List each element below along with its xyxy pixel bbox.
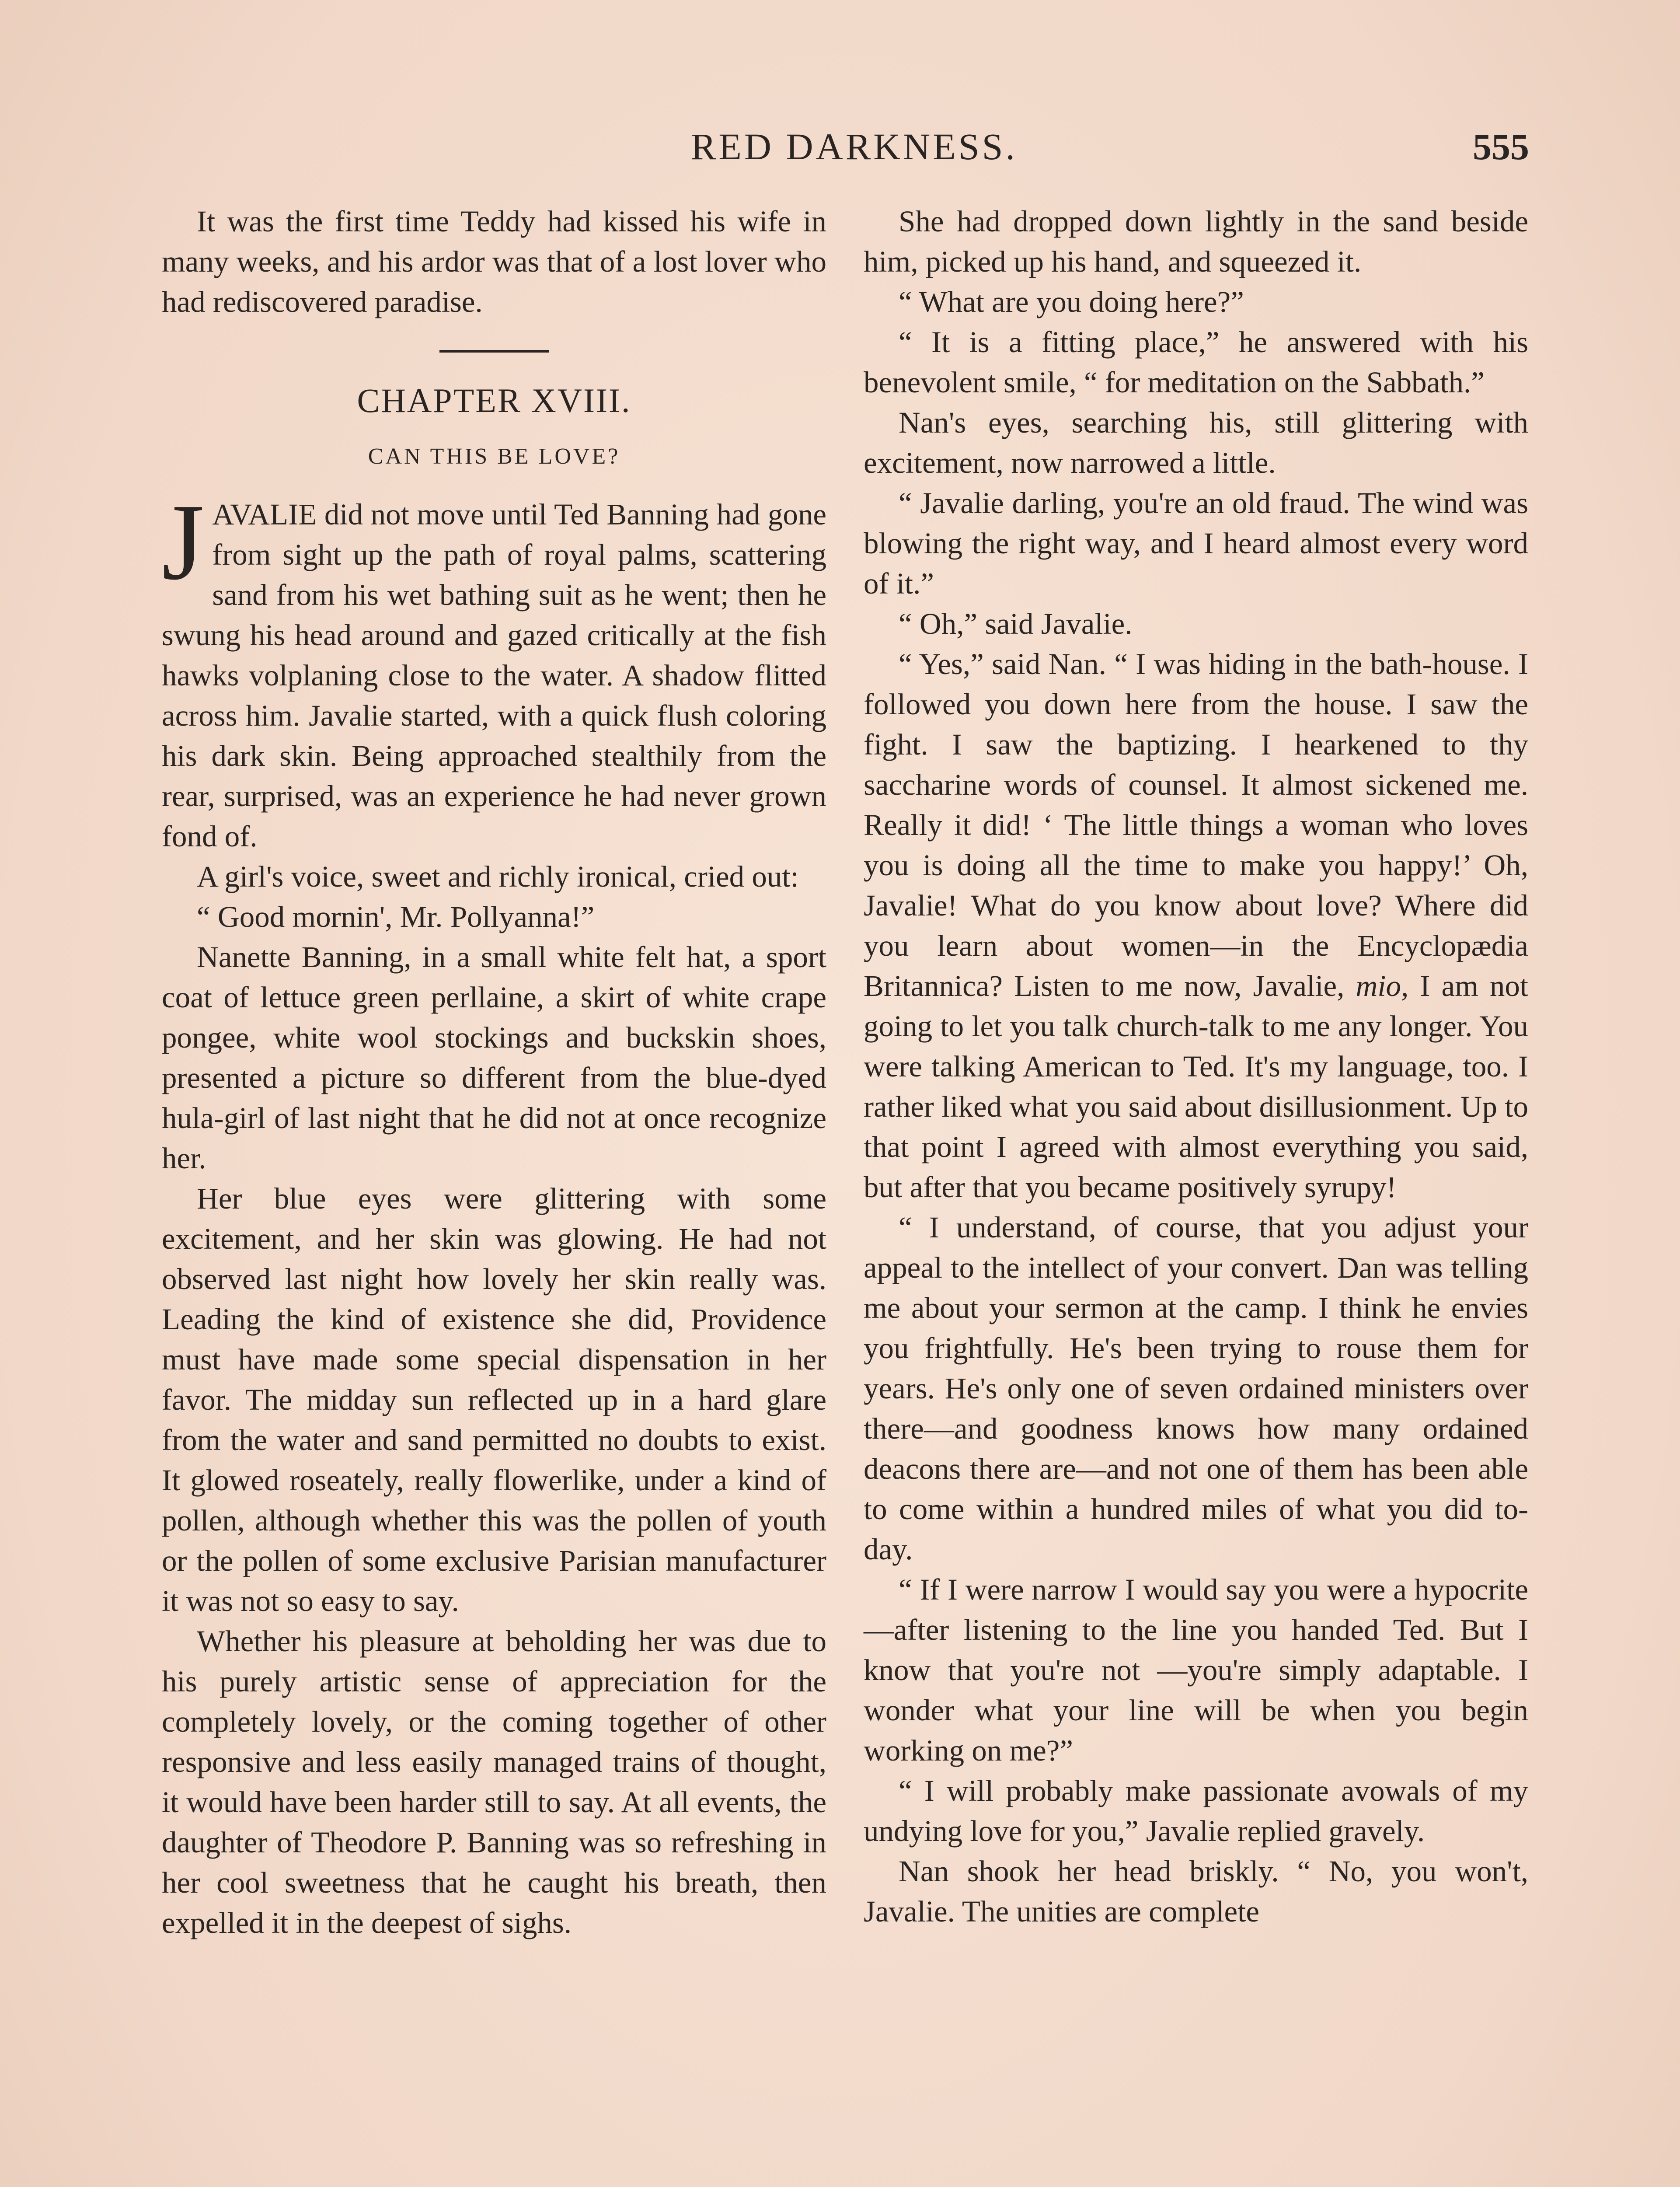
paragraph: A girl's voice, sweet and richly ironical, cried out:	[197, 860, 799, 893]
paragraph: “ What are you doing here?”	[899, 285, 1244, 318]
page-number: 555	[1473, 126, 1529, 168]
paragraph: “ Javalie darling, you're an old fraud. The wind was blowing the right way, and I heard almost every word of it.”	[864, 486, 1528, 600]
chapter-subtitle: CAN THIS BE LOVE?	[368, 444, 620, 469]
section-divider	[439, 350, 549, 353]
paragraph: Nanette Banning, in a small white felt hat, a sport coat of lettuce green perllaine, a skirt of white crape pongee, white wool stockings and buckskin shoes, presented a picture so different from the blue-dyed hula-girl of last night that he did not at once recognize her.	[162, 940, 826, 1175]
right-column	[864, 201, 1528, 1932]
paragraph: “ I will probably make passionate avowals of my undying love for you,” Javalie replied gravely.	[864, 1774, 1528, 1848]
paragraph: Whether his pleasure at beholding her was due to his purely artistic sense of appreciation for the completely lovely, or the coming together of other responsive and less easily managed trains of thought, it would have been harder still to say. At all events, the daughter of Theodore P. Banning was so refreshing in her cool sweetness that he caught his breath, then expelled it in the deepest of sighs.	[162, 1625, 826, 1939]
italic-word: mio,	[1356, 969, 1409, 1003]
paragraph: She had dropped down lightly in the sand beside him, picked up his hand, and squeezed it.	[864, 205, 1528, 278]
paragraph-text: “ Yes,” said Nan. “ I was hiding in the bath-house. I followed you down here from the house. I saw the fight. I saw the baptizing. I hearkened to thy saccharine words of counsel. It almost sickened me. Really it did! ‘ The little things a woman who loves you is doing all the time to make you happy!’ Oh, Javalie! What do you know about love? Where did you learn about women—in the Encyclopædia Britannica? Listen to me now, Javalie,	[864, 647, 1528, 1003]
drop-cap: J	[162, 482, 205, 603]
chapter-title: CHAPTER XVIII.	[357, 381, 631, 419]
paragraph	[864, 644, 1528, 1207]
left-column	[162, 201, 826, 1943]
paragraph: “ Oh,” said Javalie.	[899, 607, 1133, 640]
paragraph-text: I am not going to let you talk church-talk to me any longer. You were talking American to Ted. It's my language, too. I rather liked what you said about disillusionment. Up to that point I agreed with almost everything you said, but after that you became positively syrupy!	[864, 969, 1529, 1204]
paragraph: Nan's eyes, searching his, still glittering with excitement, now narrowed a little.	[864, 406, 1528, 479]
paragraph-text: AVALIE did not move until Ted Banning had gone from sight up the path of royal palms, scattering sand from his wet bathing suit as he went; then he swung his head around and gazed critically at the fish hawks volplaning close to the water. A shadow flitted across him. Javalie started, with a quick flush coloring his dark skin. Being approached stealthily from the rear, surprised, was an experience he had never grown fond of.	[162, 498, 826, 853]
paragraph: “ I understand, of course, that you adjust your appeal to the intellect of your convert. Dan was telling me about your sermon at the camp. I think he envies you frightfully. He's been trying to rouse them for years. He's only one of seven ordained ministers over there—and goodness knows how many ordained deacons there are—and not one of them has been able to come within a hundred miles of what you did to-day.	[864, 1211, 1528, 1566]
paragraph: It was the first time Teddy had kissed his wife in many weeks, and his ardor was that of a lost lover who had rediscovered paradise.	[162, 205, 826, 318]
paragraph: Her blue eyes were glittering with some excitement, and her skin was glowing. He had not observed last night how lovely her skin really was. Leading the kind of existence she did, Providence must have made some special dispensation in her favor. The midday sun reflected up in a hard glare from the water and sand permitted no doubts to exist. It glowed roseately, really flowerlike, under a kind of pollen, although whether this was the pollen of youth or the pollen of some exclusive Parisian manufacturer it was not so easy to say.	[162, 1182, 826, 1618]
running-head	[0, 125, 1680, 173]
paragraph: “ If I were narrow I would say you were a hypocrite—after listening to the line you handed Ted. But I know that you're not —you're simply adaptable. I wonder what your line will be when you begin working on me?”	[864, 1573, 1528, 1767]
paragraph: “ It is a fitting place,” he answered with his benevolent smile, “ for meditation on the Sabbath.”	[864, 325, 1528, 399]
paragraph: “ Good mornin', Mr. Pollyanna!”	[197, 900, 595, 933]
paragraph: Nan shook her head briskly. “ No, you won't, Javalie. The unities are complete	[864, 1855, 1528, 1928]
running-title: RED DARKNESS.	[691, 126, 1018, 168]
paragraph	[162, 482, 826, 856]
